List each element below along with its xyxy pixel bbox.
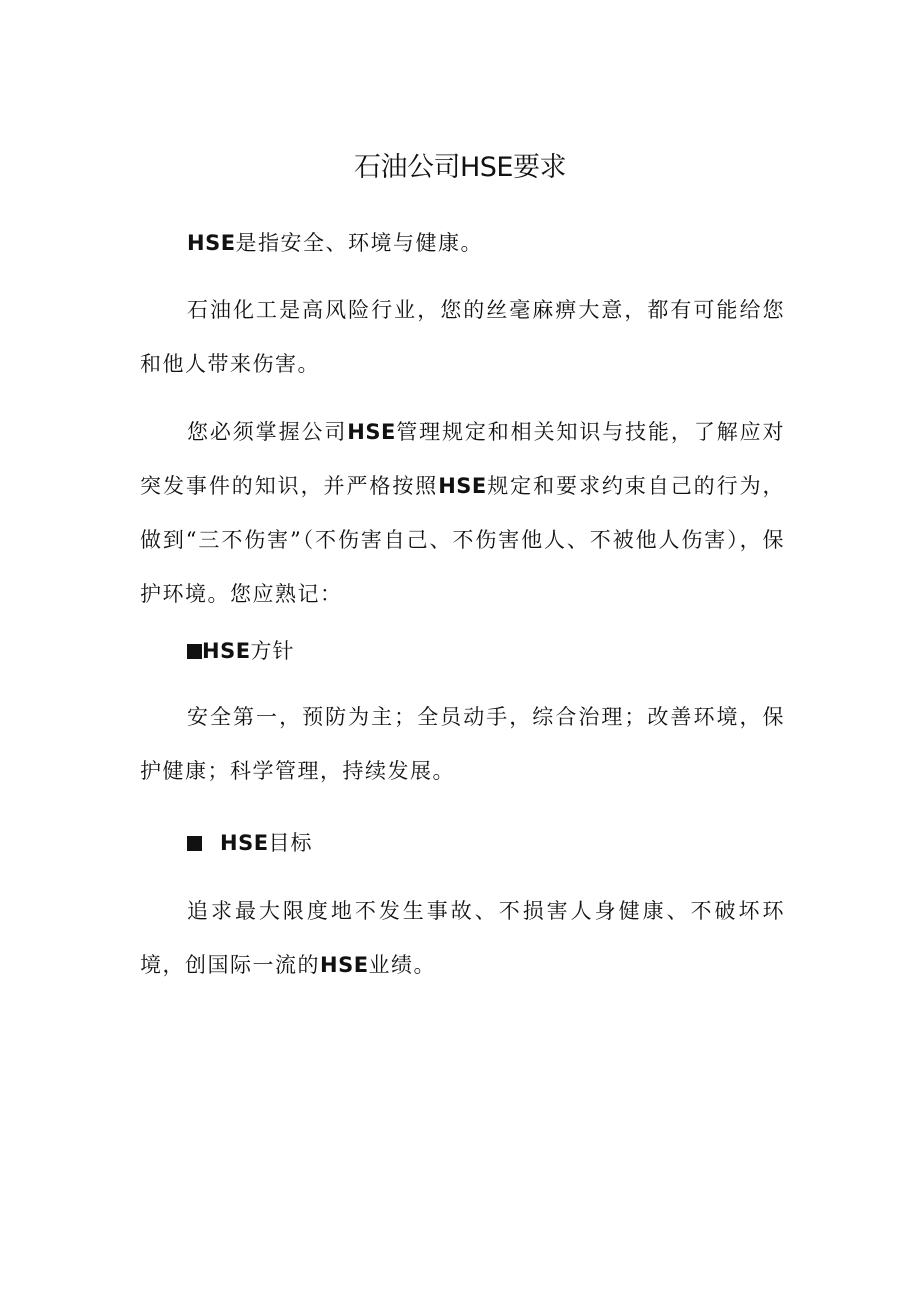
paragraph-text: 您必须掌握公司 <box>187 420 348 444</box>
paragraph-text: 规定和要求约束自己的行为，做到“三不伤害”（不伤害自己、不伤害他人、不被他人伤害），保护环境。您应熟记： <box>140 474 786 606</box>
hse-term: HSE <box>202 639 251 663</box>
paragraph-hse-definition <box>140 216 785 270</box>
page-title: 石油公司HSE要求 <box>353 152 566 183</box>
hse-term: HSE <box>220 831 269 855</box>
paragraph-requirements <box>140 405 785 621</box>
hse-term: HSE <box>320 953 369 977</box>
paragraph-text: 安全第一，预防为主；全员动手，综合治理；改善环境，保护健康；科学管理，持续发展。 <box>140 705 785 783</box>
hse-term: HSE <box>347 420 396 444</box>
paragraph-policy <box>140 690 785 798</box>
paragraph-text: 追求最大限度地不发生事故、不损害人身健康、不破坏环境，创国际一流的 <box>140 899 785 977</box>
paragraph-text: 业绩。 <box>368 953 437 977</box>
paragraph-risk-warning <box>140 283 785 391</box>
black-square-icon <box>187 836 202 851</box>
hse-term: HSE <box>187 231 236 255</box>
section-heading-goal <box>187 828 313 858</box>
paragraph-text: 石油化工是高风险行业，您的丝毫麻痹大意，都有可能给您和他人带来伤害。 <box>140 298 785 376</box>
section-heading-policy <box>187 636 295 666</box>
paragraph-text: 是指安全、环境与健康。 <box>235 231 484 255</box>
section-label: 目标 <box>268 831 313 855</box>
black-square-icon <box>187 644 202 659</box>
section-label: 方针 <box>250 639 295 663</box>
paragraph-text: 管理规定和相关知识与技能，了解应对突发事件的知识，并严格按照 <box>140 420 786 498</box>
hse-term: HSE <box>438 474 487 498</box>
paragraph-goal <box>140 884 785 992</box>
